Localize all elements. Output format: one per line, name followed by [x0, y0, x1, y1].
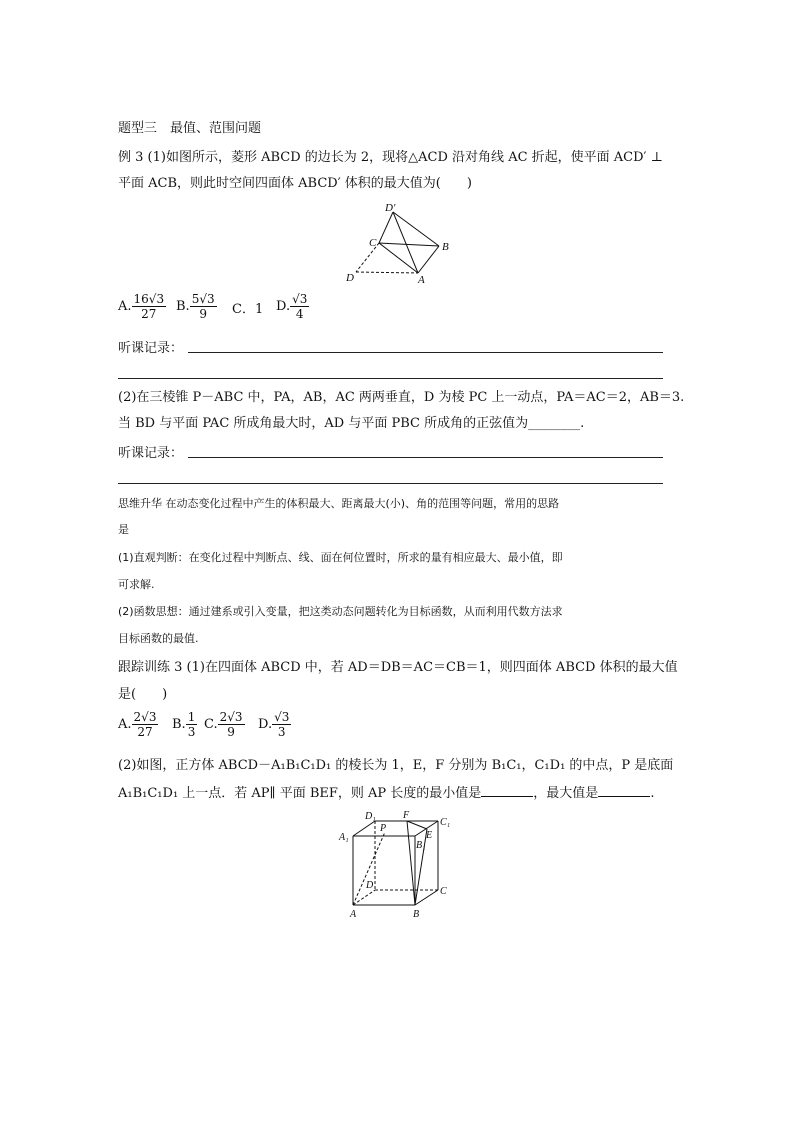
track-q1-line2: 是( ) [118, 687, 168, 702]
example3-part1-line1: 例 3 (1)如图所示，菱形 ABCD 的边长为 2，现将△ACD 沿对角线 AC 折起，使平面 ACD′ ⊥ [118, 150, 663, 165]
fraction-den: 4 [295, 307, 304, 321]
label-e: E [426, 830, 433, 841]
label-a1: A₁ [339, 832, 349, 843]
label-d-prime: D′ [385, 202, 396, 214]
fraction-den: 27 [137, 725, 153, 739]
label-b: B [442, 241, 449, 253]
label-d-cube: D [366, 880, 374, 891]
fraction-num: 2√3 [219, 710, 243, 724]
summary-line4: 可求解. [118, 578, 155, 591]
example3-part2-line2: 当 BD 与平面 PAC 所成角最大时，AD 与平面 PBC 所成角的正弦值为________. [118, 416, 585, 431]
summary-line1: 思维升华 在动态变化过程中产生的体积最大、距离最大(小)、角的范围等问题，常用的思路 [118, 497, 560, 510]
figure-tetrahedron [335, 200, 465, 290]
section-title: 题型三 最值、范围问题 [118, 121, 262, 136]
option-a: A. $\frac{16√3}{27}$ [118, 292, 165, 321]
fraction-den: 9 [227, 725, 235, 739]
option-d: D. $\frac{√3}{4}$ [276, 292, 308, 321]
label-b1: B₁ [416, 840, 426, 851]
summary-line6: 目标函数的最值. [118, 632, 199, 645]
answer-blank-min [481, 784, 533, 797]
record-label-2: 听课记录： [118, 446, 184, 461]
track-option-d: D. $\frac{√3}{3}$ [258, 710, 290, 739]
option-c: C．1 [232, 302, 264, 317]
example3-part1-line2: 平面 ACB，则此时空间四面体 ABCD′ 体积的最大值为( ) [118, 176, 472, 191]
label-a: A [418, 274, 425, 286]
figure-cube [335, 808, 465, 920]
answer-line [188, 352, 663, 353]
fraction-num: 2√3 [133, 710, 157, 724]
fraction-num: √3 [274, 710, 290, 724]
answer-line [118, 483, 663, 484]
answer-line [118, 378, 663, 379]
label-c1: C₁ [440, 817, 451, 828]
summary-line2: 是 [118, 523, 129, 536]
answer-line [188, 457, 663, 458]
fraction-num: 5√3 [191, 292, 215, 306]
fraction-den: 9 [199, 307, 207, 321]
fraction-den: 3 [187, 725, 196, 739]
option-b: B. $\frac{5√3}{9}$ [176, 292, 215, 321]
label-c-cube: C [440, 886, 447, 897]
track-option-c: C. $\frac{2√3}{9}$ [204, 710, 243, 739]
fraction-num: √3 [292, 292, 308, 306]
label-d1: D₁ [365, 811, 376, 822]
label-d: D [346, 272, 354, 284]
summary-line3: (1)直观判断：在变化过程中判断点、线、面在何位置时，所求的量有相应最大、最小值，即 [118, 551, 563, 564]
fraction-den: 27 [141, 307, 157, 321]
record-label-1: 听课记录： [118, 341, 184, 356]
label-a-cube: A [350, 909, 357, 920]
answer-blank-max [598, 784, 650, 797]
summary-line5: (2)函数思想：通过建系或引入变量，把这类动态问题转化为目标函数，从而利用代数方法求 [118, 605, 563, 618]
example3-part2-line1: (2)在三棱锥 P－ABC 中，PA，AB，AC 两两垂直，D 为棱 PC 上一动点，PA＝AC＝2，AB＝3. [118, 390, 685, 405]
track-q1-line1: 跟踪训练 3 (1)在四面体 ABCD 中，若 AD＝DB＝AC＝CB＝1，则四面体 ABCD 体积的最大值 [118, 660, 678, 675]
track-q2-line2: A₁B₁C₁D₁ 上一点．若 AP∥ 平面 BEF，则 AP 长度的最小值是 ，最大值是 . [118, 786, 655, 801]
fraction-num: 1 [187, 710, 196, 724]
track-option-a: A. $\frac{2√3}{27}$ [118, 710, 157, 739]
track-q2-line1: (2)如图，正方体 ABCD－A₁B₁C₁D₁ 的棱长为 1，E，F 分别为 B₁C₁，C₁D₁ 的中点，P 是底面 [118, 758, 674, 773]
label-c: C [369, 237, 377, 249]
fraction-num: 16√3 [133, 292, 165, 306]
label-p: P [380, 823, 387, 834]
track-option-b: B. $\frac{1}{3}$ [172, 710, 196, 739]
fraction-den: 3 [277, 725, 286, 739]
label-f: F [403, 810, 410, 821]
label-b-cube: B [413, 909, 420, 920]
